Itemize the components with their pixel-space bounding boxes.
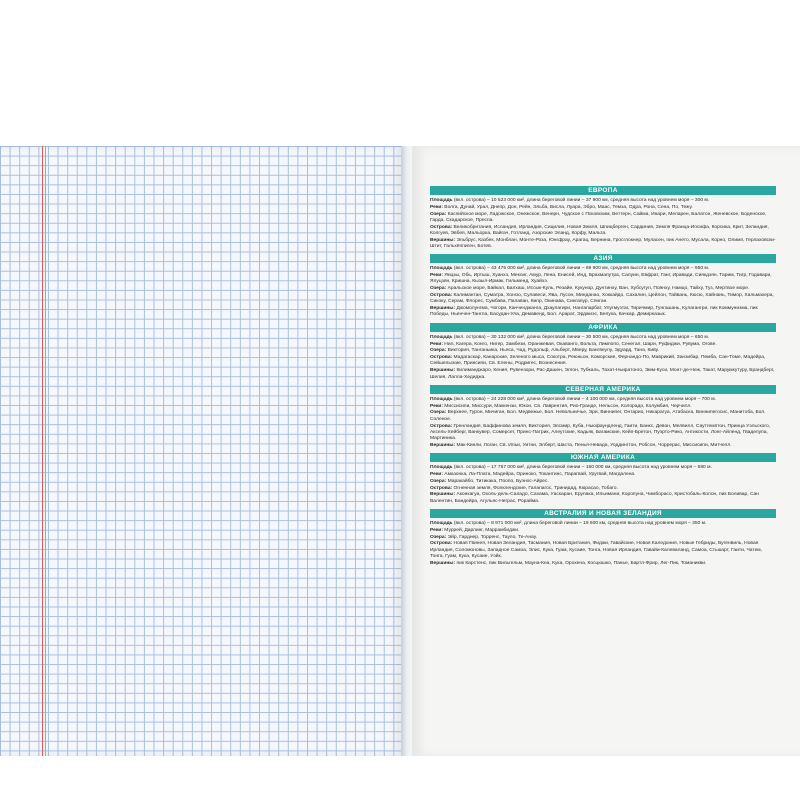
- fact-row: [430, 561, 776, 567]
- fact-text: Аральское море, Байкал, Балхаш, Иссык-Куль, Резайе, Кукунор, Дунтинху, Ван, Хубсугул, Поянху, Намцо, Тайху, Туз, Мертвое море.: [446, 286, 750, 292]
- grid-page: [0, 146, 403, 756]
- fact-text: Огненная земля, Фолклендские, Галапагос, Тринидад, Кюрасао, Тобаго.: [452, 485, 618, 491]
- fact-label: Острова:: [430, 355, 453, 361]
- fact-row: [430, 368, 776, 381]
- fact-row: [430, 238, 776, 251]
- fact-text: Великобритания, Исландия, Ирландия, Сицилия, Новая Земля, Шпицберген, Сардиния, Земля Франца-Иосифа, Корсика, Крит, Зеландия, Колгуев, Эвбея, Мальорка, Вайгач, Готланд, Азорские Эланд, Корфу, Мальта.: [430, 224, 769, 236]
- fact-label: Площадь: [430, 520, 453, 526]
- continent-section: [430, 323, 776, 381]
- fact-label: Вершины:: [430, 560, 456, 566]
- margin-line: [42, 146, 43, 756]
- fact-text: Калимантан, Суматра, Хонсю, Сулавеси, Ява, Лусон, Минданао, Хоккайдо, Сахалин, Цейлон, Тайвань, Кюсю, Хайнань, Тимор, Хальмахера, Сикоку, Серам, Флорес, Сумбава, Палаван, Кипр, Окинава, Сингапур, Сянган.: [430, 293, 774, 305]
- section-title: АВСТРАЛИЯ И НОВАЯ ЗЕЛАНДИЯ: [430, 509, 776, 518]
- fact-row: [430, 266, 776, 272]
- fact-row: [430, 424, 776, 443]
- fact-row: [430, 465, 776, 471]
- fact-label: Острова:: [430, 485, 453, 491]
- fact-label: Реки:: [430, 527, 443, 533]
- fact-text: Эйр, Гарднер, Торренс, Таупо, Те-Анау.: [446, 534, 538, 540]
- continent-section: [430, 254, 776, 318]
- fact-text: Миссисипи, Миссури, Маккензи, Юкон, Св. Лаврентия, Рио-Гранде, Нельсон, Колорадо, Колумбия, Черчилл.: [442, 403, 692, 409]
- fact-label: Реки:: [430, 204, 443, 210]
- fact-text: Новая Гвинея, Новая Зеландия, Тасмания, Новая Британия, Фиджи, Гавайские, Новая Каледония, Новые Гебриды, Бугенвиль, Новая Ирландия, Соломоновы, Западное Самоа, Элис, Кука, Гуам, Кусаие, Тонга, Новая Ирландия, Гавайи-Калеваланд, Самоа, Стьюарт, Гаити, Чатем, Тонга, Гуам, Кука, Кусаие, Уэйк.: [430, 541, 763, 559]
- fact-label: Реки:: [430, 341, 443, 347]
- fact-label: Реки:: [430, 403, 443, 409]
- continent-section: [430, 186, 776, 250]
- fact-label: Озера:: [430, 348, 447, 354]
- fact-label: Озера:: [430, 211, 447, 217]
- fact-label: Площадь: [430, 396, 453, 402]
- reference-content: [430, 186, 776, 571]
- fact-row: [430, 397, 776, 403]
- fact-row: [430, 225, 776, 238]
- fact-text: (вкл. острова) – 8 971 000 км², длина береговой линии – 19 600 км, средняя высота над уровнем моря – 350 м.: [452, 520, 707, 526]
- fact-row: [430, 472, 776, 478]
- fact-text: (вкл. острова) – 30 132 000 км², длина береговой линии – 30 500 км, средняя высота над уровнем моря – 650 м.: [452, 334, 710, 340]
- section-title: ЕВРОПА: [430, 186, 776, 195]
- continent-section: [430, 453, 776, 505]
- section-title: СЕВЕРНАЯ АМЕРИКА: [430, 385, 776, 394]
- fact-row: [430, 273, 776, 286]
- fact-row: [430, 286, 776, 292]
- fact-text: Мак-Кинли, Логан, Св. Ильи, Уитни, Элберт, Шаста, Пенья-Невада, Уоддингтон, Робсон, Чоррерас, Миссисипи, Митчелл.: [455, 442, 732, 448]
- fact-text: Амазонка, Ла-Плата, Мадейра, Ориноко, Токантинс, Парагвай, Уругвай, Магдалена.: [442, 472, 636, 477]
- fact-row: [430, 342, 776, 348]
- fact-text: Виктория, Танганьика, Ньяса, Чад, Рудольф, Альберт, Мверу, Бангвеулу, Эдуард, Тана, Киву.: [446, 348, 659, 354]
- fact-label: Площадь: [430, 334, 453, 340]
- fact-row: [430, 479, 776, 485]
- fact-text: Джомолунгма, Чогори, Канченджанга, Дхаулагири, Нангапарбат, Улугмузтаг, Тиричмир, Гунгашань, Кулагангри, пик Коммунизма, пик Победы, Ньенчен-Тангла, Басудан-Ула, Демавенд, Бол. Арарат, Эрджиэс, Белуха, Качкар, Демирказык.: [430, 306, 758, 318]
- fact-text: пик Карстенс, пик Вильгельм, Мауна-Кеа, Кука, Орохена, Косцюшко, Панье, Бартл-Фрир, Лег-Пик, Томаникви.: [455, 560, 707, 566]
- fact-text: (вкл. острова) – 17 757 000 км², длина береговой линии – 150 000 км, средняя высота над уровнем моря – 580 м.: [452, 465, 712, 471]
- fact-text: Муррей, Дарлинг, Маррамбиджи.: [442, 527, 520, 533]
- fact-label: Озера:: [430, 286, 447, 292]
- section-title: АЗИЯ: [430, 254, 776, 263]
- fact-label: Острова:: [430, 423, 453, 429]
- fact-text: Мадагаскар, Канарские, Зеленого мыса, Сокотра, Реюньон, Коморские, Фернандо-По, Маврикий, Занзибар, Пемба, Сан-Томе, Мадейра, Сейшельские, Принсипи, Св. Елены, Родригес, Вознесения.: [430, 355, 766, 367]
- fact-text: Аконкагуа, Охоль-дель-Саладо, Сахама, Уаскаран, Ерупака, Ильимани, Коропуна, Чимборасо, Кристобаль-Колон, пик Боливар, Сан Валентин, Бандейра, Агульяс-Неграс, Рорайма.: [430, 492, 759, 504]
- fact-row: [430, 492, 776, 505]
- fact-row: [430, 528, 776, 534]
- fact-row: [430, 410, 776, 423]
- fact-label: Острова:: [430, 293, 453, 299]
- fact-row: [430, 198, 776, 204]
- fact-label: Реки:: [430, 273, 443, 279]
- fact-text: (вкл. острова) – 43 475 000 км², длина береговой линии – 69 900 км, средняя высота над уровнем моря – 950 м.: [452, 266, 710, 272]
- fact-label: Площадь: [430, 198, 453, 203]
- fact-text: Гренландия, Баффинова земля, Виктория, Элсмир, Куба, Ньюфаундленд, Гаити, Банкс, Девон, Мелвилл, Саутгемптон, Принца Уэльского, Аксель-Хейберг, Ванкувер, Сомерсет, Принс-Патрик, Алеутские, Кадьяк, Багамские, Кейп-Бретон, Пуэрто-Рико, Антикости, Лонг-Айленд, Гваделупа, Мартиника.: [430, 423, 771, 442]
- fact-label: Площадь: [430, 266, 453, 272]
- fact-label: Реки:: [430, 472, 443, 477]
- continent-section: [430, 509, 776, 567]
- fact-row: [430, 404, 776, 410]
- fact-text: Маракайбо, Титикака, Поопо, Буэнос-Айрес.: [446, 478, 549, 484]
- fact-text: Каспийское море, Ладожское, Онежское, Венерн, Чудское с Псковским, Веттерн, Сайма, Инари, Меларен, Балатон, Женевское, Боденское, Гарда, Скадарское, Преспа.: [430, 211, 767, 223]
- fact-label: Острова:: [430, 224, 453, 230]
- fact-text: Волга, Дунай, Урал, Днепр, Дон, Рейн, Эльба, Висла, Луара, Эбро, Маас, Темза, Одра, Рона, Сена, По, Тежу.: [442, 204, 693, 210]
- fact-text: Килиманджаро, Кения, Рувензори, Рас-Дашен, Элгон, Тубкаль, Тахат-Ньиратонго, Эмм-Куси, Монт-де-Неж, Такат, Марумкутуру, Брандберг, Шелия, Лалла-Хедиджа.: [430, 368, 775, 380]
- fact-text: (вкл. острова) – 24 228 000 км², длина береговой линии – 4 100 000 км, средняя высота над уровнем моря – 700 м.: [452, 396, 716, 402]
- fact-row: [430, 306, 776, 319]
- fact-label: Вершины:: [430, 306, 456, 312]
- fact-text: Верхнее, Гурон, Мичиган, Бол. Медвежье, Бол. Невольничье, Эри, Виннипег, Онтарио, Никарагуа, Атабаска, Виннипегосис, Манитоба, Бол. Соленое.: [430, 410, 766, 422]
- fact-row: [430, 521, 776, 527]
- fact-text: Янцзы, Обь, Иртыш, Хуанхэ, Меконг, Амур, Лена, Енисей, Инд, Брахмапутра, Салуин, Евфрат, Ганг, Иравади, Сиякдзян, Тарим, Тигр, Годавари, Ялуцзян, Кришна, Кызыл-Ирмак, Гильменд, Хуайхэ.: [430, 273, 772, 285]
- fact-row: [430, 348, 776, 354]
- fact-label: Вершины:: [430, 492, 456, 498]
- fact-row: [430, 535, 776, 541]
- fact-label: Озера:: [430, 410, 447, 416]
- section-title: ЮЖНАЯ АМЕРИКА: [430, 453, 776, 462]
- fact-label: Вершины:: [430, 368, 456, 374]
- fact-row: [430, 293, 776, 306]
- fact-text: Эльбрус, Казбек, Монблан, Монте-Роза, Юнгфрау, Арагац, Бернина, Гросглокнер, Муласен, пик Ането, Мусала, Корно, Олимп, Герлаховски-Штит, Гальхёппиген, Ботев.: [430, 237, 776, 250]
- margin-line-secondary: [45, 146, 46, 756]
- fact-row: [430, 355, 776, 368]
- fact-row: [430, 541, 776, 560]
- fact-label: Площадь: [430, 465, 453, 471]
- fact-label: Вершины:: [430, 237, 456, 243]
- fact-label: Острова:: [430, 541, 453, 547]
- fact-row: [430, 486, 776, 492]
- fact-text: Нил, Кагера, Конго, Нигер, Замбези, Оранжевая, Окаванго, Вольта, Лимпопо, Сенегал, Шари, Руфиджи, Рувума, Огове.: [442, 341, 717, 347]
- fact-label: Вершины:: [430, 442, 456, 448]
- continent-section: [430, 385, 776, 449]
- fact-row: [430, 212, 776, 225]
- fact-row: [430, 205, 776, 211]
- section-title: АФРИКА: [430, 323, 776, 332]
- fact-label: Озера:: [430, 534, 447, 540]
- fact-row: [430, 335, 776, 341]
- fact-row: [430, 443, 776, 449]
- fact-text: (вкл. острова) – 10 523 000 км², длина береговой линии – 37 900 км, средняя высота над уровнем моря – 300 м.: [452, 198, 710, 203]
- fact-label: Озера:: [430, 478, 447, 484]
